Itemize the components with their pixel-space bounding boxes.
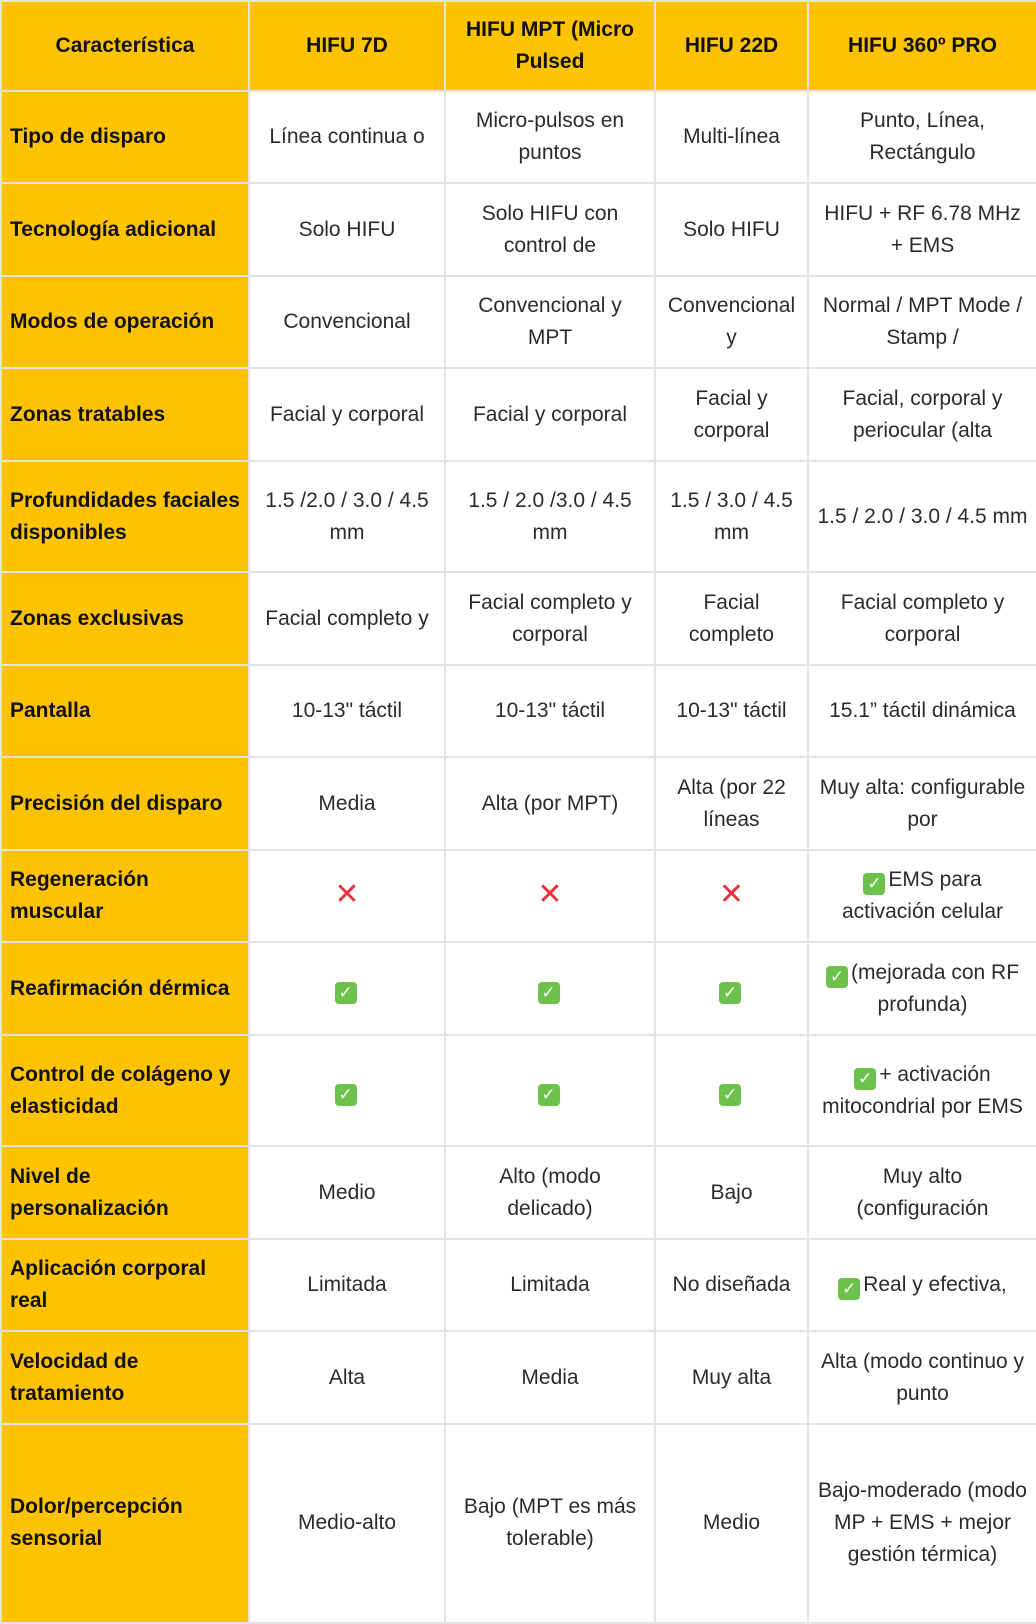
cell-content	[664, 1362, 799, 1394]
cell-content	[817, 587, 1028, 651]
table-cell	[655, 1331, 808, 1423]
cell-content	[258, 121, 436, 153]
cell-content	[664, 1507, 799, 1539]
cell-content	[454, 788, 646, 820]
row-label: Control de colágeno y elasticidad	[1, 1035, 249, 1147]
cell-text: Alta (por MPT)	[481, 791, 619, 815]
cell-content	[258, 1177, 436, 1209]
table-cell	[808, 461, 1036, 573]
table-cell	[655, 461, 808, 573]
table-cell	[445, 461, 655, 573]
table-cell	[445, 1035, 655, 1147]
table-cell	[249, 942, 445, 1034]
table-cell	[249, 1424, 445, 1623]
cell-content	[258, 1075, 436, 1107]
cell-text: Muy alto (configuración	[856, 1164, 989, 1220]
table-cell	[655, 276, 808, 368]
cell-text: Bajo	[710, 1180, 753, 1204]
cell-content	[454, 290, 646, 354]
row-label: Modos de operación	[1, 276, 249, 368]
header-hifu-mpt: HIFU MPT (Micro Pulsed	[445, 1, 655, 91]
cell-text: Medio	[702, 1511, 761, 1535]
cell-text: Alta (modo continuo y punto	[820, 1349, 1025, 1405]
cell-content	[664, 485, 799, 549]
cell-text: Media	[318, 791, 376, 815]
cell-text: Convencional y	[667, 294, 796, 350]
table-cell	[655, 665, 808, 757]
table-cell	[808, 757, 1036, 849]
cell-text: Convencional y MPT	[478, 294, 622, 350]
table-row	[1, 368, 1036, 460]
table-cell	[445, 665, 655, 757]
row-label: Aplicación corporal real	[1, 1239, 249, 1331]
table-cell	[445, 1239, 655, 1331]
cell-text: Facial y corporal	[269, 402, 425, 426]
table-cell	[445, 942, 655, 1034]
row-label: Profundidades faciales disponibles	[1, 461, 249, 573]
table-cell	[249, 1331, 445, 1423]
cell-text: Facial y corporal	[472, 402, 628, 426]
table-cell	[808, 942, 1036, 1034]
row-label: Tipo de disparo	[1, 91, 249, 183]
table-cell	[445, 91, 655, 183]
table-cell	[655, 183, 808, 275]
cell-content	[454, 695, 646, 727]
table-row	[1, 1035, 1036, 1147]
cell-content	[664, 587, 799, 651]
cell-text: Alta (por 22 líneas	[677, 775, 786, 831]
table-row	[1, 572, 1036, 664]
cell-text: Bajo-moderado (modo MP + EMS + mejor gestión térmica)	[818, 1479, 1027, 1567]
cell-text: 1.5 / 2.0 / 3.0 / 4.5 mm	[817, 504, 1028, 528]
table-cell	[655, 1424, 808, 1623]
cell-text: 10-13" táctil	[676, 699, 787, 723]
table-cell	[249, 461, 445, 573]
cell-content	[454, 1362, 646, 1394]
cell-text: Punto, Línea, Rectángulo	[860, 109, 985, 165]
cell-content	[664, 1075, 799, 1107]
cell-text: Facial completo	[688, 590, 775, 646]
cell-content	[258, 1362, 436, 1394]
table-cell	[445, 1146, 655, 1238]
table-cell	[808, 276, 1036, 368]
check-mark-icon: ✓	[335, 982, 357, 1004]
cell-content	[664, 1269, 799, 1301]
cell-content	[454, 105, 646, 169]
table-cell	[808, 1331, 1036, 1423]
table-cell	[445, 572, 655, 664]
check-mark-icon: ✓	[838, 1278, 860, 1300]
cell-content	[454, 485, 646, 549]
cell-text: No diseñada	[672, 1273, 791, 1297]
cell-content	[817, 1059, 1028, 1123]
cell-content	[664, 290, 799, 354]
cell-text: (mejorada con RF profunda)	[850, 960, 1020, 1016]
table-row	[1, 1331, 1036, 1423]
table-cell	[808, 368, 1036, 460]
cell-text: Micro-pulsos en puntos	[475, 109, 625, 165]
cell-content	[817, 695, 1028, 727]
cell-text: 1.5 / 2.0 /3.0 / 4.5 mm	[468, 488, 632, 544]
cell-text: Facial completo y	[265, 606, 429, 630]
row-label: Zonas tratables	[1, 368, 249, 460]
table-row	[1, 276, 1036, 368]
cell-text: Normal / MPT Mode / Stamp /	[822, 294, 1023, 350]
cell-content	[258, 399, 436, 431]
cell-content	[258, 788, 436, 820]
cell-content	[664, 121, 799, 153]
table-cell	[808, 1239, 1036, 1331]
row-label: Dolor/percepción sensorial	[1, 1424, 249, 1623]
row-label: Velocidad de tratamiento	[1, 1331, 249, 1423]
cell-text: Limitada	[307, 1273, 387, 1297]
table-cell	[655, 942, 808, 1034]
cell-text: EMS para activación celular	[841, 868, 1004, 924]
cell-content	[664, 1177, 799, 1209]
table-cell	[808, 91, 1036, 183]
table-row	[1, 1239, 1036, 1331]
check-mark-icon: ✓	[538, 982, 560, 1004]
cell-text: Real y efectiva,	[863, 1273, 1007, 1297]
cell-content	[454, 1161, 646, 1225]
table-row	[1, 665, 1036, 757]
cell-content	[817, 1161, 1028, 1225]
cell-content	[454, 399, 646, 431]
cross-mark-icon: ✕	[537, 878, 563, 911]
table-row	[1, 850, 1036, 942]
table-cell	[445, 1331, 655, 1423]
table-cell	[655, 1146, 808, 1238]
cell-content	[454, 198, 646, 262]
check-mark-icon: ✓	[854, 1068, 876, 1090]
table-cell	[655, 1035, 808, 1147]
table-cell	[249, 183, 445, 275]
table-cell	[808, 572, 1036, 664]
cell-content	[817, 864, 1028, 928]
table-cell	[249, 1035, 445, 1147]
cell-text: 10-13" táctil	[494, 699, 606, 723]
cell-text: Media	[521, 1365, 579, 1389]
table-cell	[808, 1146, 1036, 1238]
cell-text: Alta	[328, 1365, 366, 1389]
cell-content	[664, 695, 799, 727]
cell-content	[817, 501, 1028, 533]
table-row	[1, 461, 1036, 573]
table-cell	[655, 572, 808, 664]
cell-content	[817, 1269, 1028, 1301]
cell-content	[258, 485, 436, 549]
row-label: Reafirmación dérmica	[1, 942, 249, 1034]
cell-text: Facial completo y corporal	[468, 590, 632, 646]
cell-content	[664, 973, 799, 1005]
cell-text: Muy alta	[691, 1365, 772, 1389]
cell-text: 10-13" táctil	[291, 699, 403, 723]
cell-text: + activación mitocondrial por EMS	[822, 1062, 1023, 1118]
cell-content	[258, 1507, 436, 1539]
cell-content	[258, 879, 436, 914]
cell-text: Alto (modo delicado)	[499, 1164, 601, 1220]
table-cell	[445, 183, 655, 275]
cell-text: Facial, corporal y periocular (alta	[842, 386, 1003, 442]
cell-content	[817, 105, 1028, 169]
table-cell	[445, 276, 655, 368]
cell-content	[664, 772, 799, 836]
cell-text: Solo HIFU	[683, 217, 780, 241]
header-hifu-22d: HIFU 22D	[655, 1, 808, 91]
cell-content	[454, 587, 646, 651]
table-cell	[445, 850, 655, 942]
cell-text: Limitada	[510, 1273, 590, 1297]
table-cell	[655, 91, 808, 183]
cell-text: Facial completo y corporal	[840, 590, 1005, 646]
cell-content	[817, 1475, 1028, 1571]
table-cell	[808, 665, 1036, 757]
cell-text: Medio-alto	[297, 1511, 397, 1535]
header-hifu-7d: HIFU 7D	[249, 1, 445, 91]
table-row	[1, 1146, 1036, 1238]
table-cell	[249, 665, 445, 757]
table-cell	[445, 757, 655, 849]
cell-text: 15.1” táctil dinámica	[829, 699, 1016, 723]
header-row	[1, 1, 1036, 91]
cell-text: Muy alta: configurable por	[819, 775, 1026, 831]
cross-mark-icon: ✕	[334, 878, 360, 911]
cell-content	[817, 1346, 1028, 1410]
cell-text: Medio	[318, 1180, 376, 1204]
row-label: Zonas exclusivas	[1, 572, 249, 664]
row-label: Nivel de personalización	[1, 1146, 249, 1238]
table-cell	[249, 757, 445, 849]
row-label: Precisión del disparo	[1, 757, 249, 849]
table-cell	[445, 1424, 655, 1623]
cell-text: Facial y corporal	[693, 386, 770, 442]
cell-text: Convencional	[283, 310, 411, 334]
cell-text: 1.5 / 3.0 / 4.5 mm	[670, 488, 793, 544]
table-row	[1, 757, 1036, 849]
check-mark-icon: ✓	[335, 1084, 357, 1106]
table-cell	[249, 368, 445, 460]
check-mark-icon: ✓	[719, 1084, 741, 1106]
cell-text: Solo HIFU con control de	[481, 201, 619, 257]
header-caracteristica: Característica	[1, 1, 249, 91]
check-mark-icon: ✓	[538, 1084, 560, 1106]
cell-content	[817, 383, 1028, 447]
check-mark-icon: ✓	[826, 966, 848, 988]
cell-content	[454, 1269, 646, 1301]
cell-text: Bajo (MPT es más tolerable)	[463, 1495, 637, 1551]
cell-content	[817, 957, 1028, 1021]
table-cell	[655, 1239, 808, 1331]
table-body	[1, 91, 1036, 1623]
header-hifu-360-pro: HIFU 360º PRO	[808, 1, 1036, 91]
cell-content	[454, 1075, 646, 1107]
table-cell	[249, 850, 445, 942]
table-cell	[808, 183, 1036, 275]
table-cell	[808, 1035, 1036, 1147]
table-cell	[249, 1146, 445, 1238]
table-row	[1, 942, 1036, 1034]
cell-content	[258, 306, 436, 338]
cell-text: Línea continua o	[269, 125, 425, 149]
cell-content	[817, 290, 1028, 354]
cell-text: Solo HIFU	[298, 217, 396, 241]
cell-content	[258, 695, 436, 727]
cell-content	[664, 383, 799, 447]
table-cell	[445, 368, 655, 460]
cell-content	[258, 603, 436, 635]
row-label: Pantalla	[1, 665, 249, 757]
table-row	[1, 91, 1036, 183]
row-label: Regeneración muscular	[1, 850, 249, 942]
cell-content	[817, 198, 1028, 262]
table-cell	[655, 757, 808, 849]
check-mark-icon: ✓	[719, 982, 741, 1004]
cell-content	[454, 973, 646, 1005]
cell-content	[454, 879, 646, 914]
table-row	[1, 1424, 1036, 1623]
cell-content	[664, 214, 799, 246]
cell-content	[664, 879, 799, 914]
cell-text: Multi-línea	[683, 125, 780, 149]
cell-content	[454, 1491, 646, 1555]
table-cell	[655, 368, 808, 460]
table-cell	[249, 572, 445, 664]
table-cell	[249, 1239, 445, 1331]
row-label: Tecnología adicional	[1, 183, 249, 275]
table-cell	[249, 276, 445, 368]
check-mark-icon: ✓	[863, 873, 885, 895]
cell-text: 1.5 /2.0 / 3.0 / 4.5 mm	[265, 488, 429, 544]
cell-text: HIFU + RF 6.78 MHz + EMS	[824, 201, 1021, 257]
table-cell	[655, 850, 808, 942]
table-cell	[249, 91, 445, 183]
cell-content	[258, 973, 436, 1005]
cross-mark-icon: ✕	[718, 878, 745, 911]
cell-content	[258, 1269, 436, 1301]
cell-content	[817, 772, 1028, 836]
cell-content	[258, 214, 436, 246]
table-cell	[808, 850, 1036, 942]
table-row	[1, 183, 1036, 275]
table-cell	[808, 1424, 1036, 1623]
